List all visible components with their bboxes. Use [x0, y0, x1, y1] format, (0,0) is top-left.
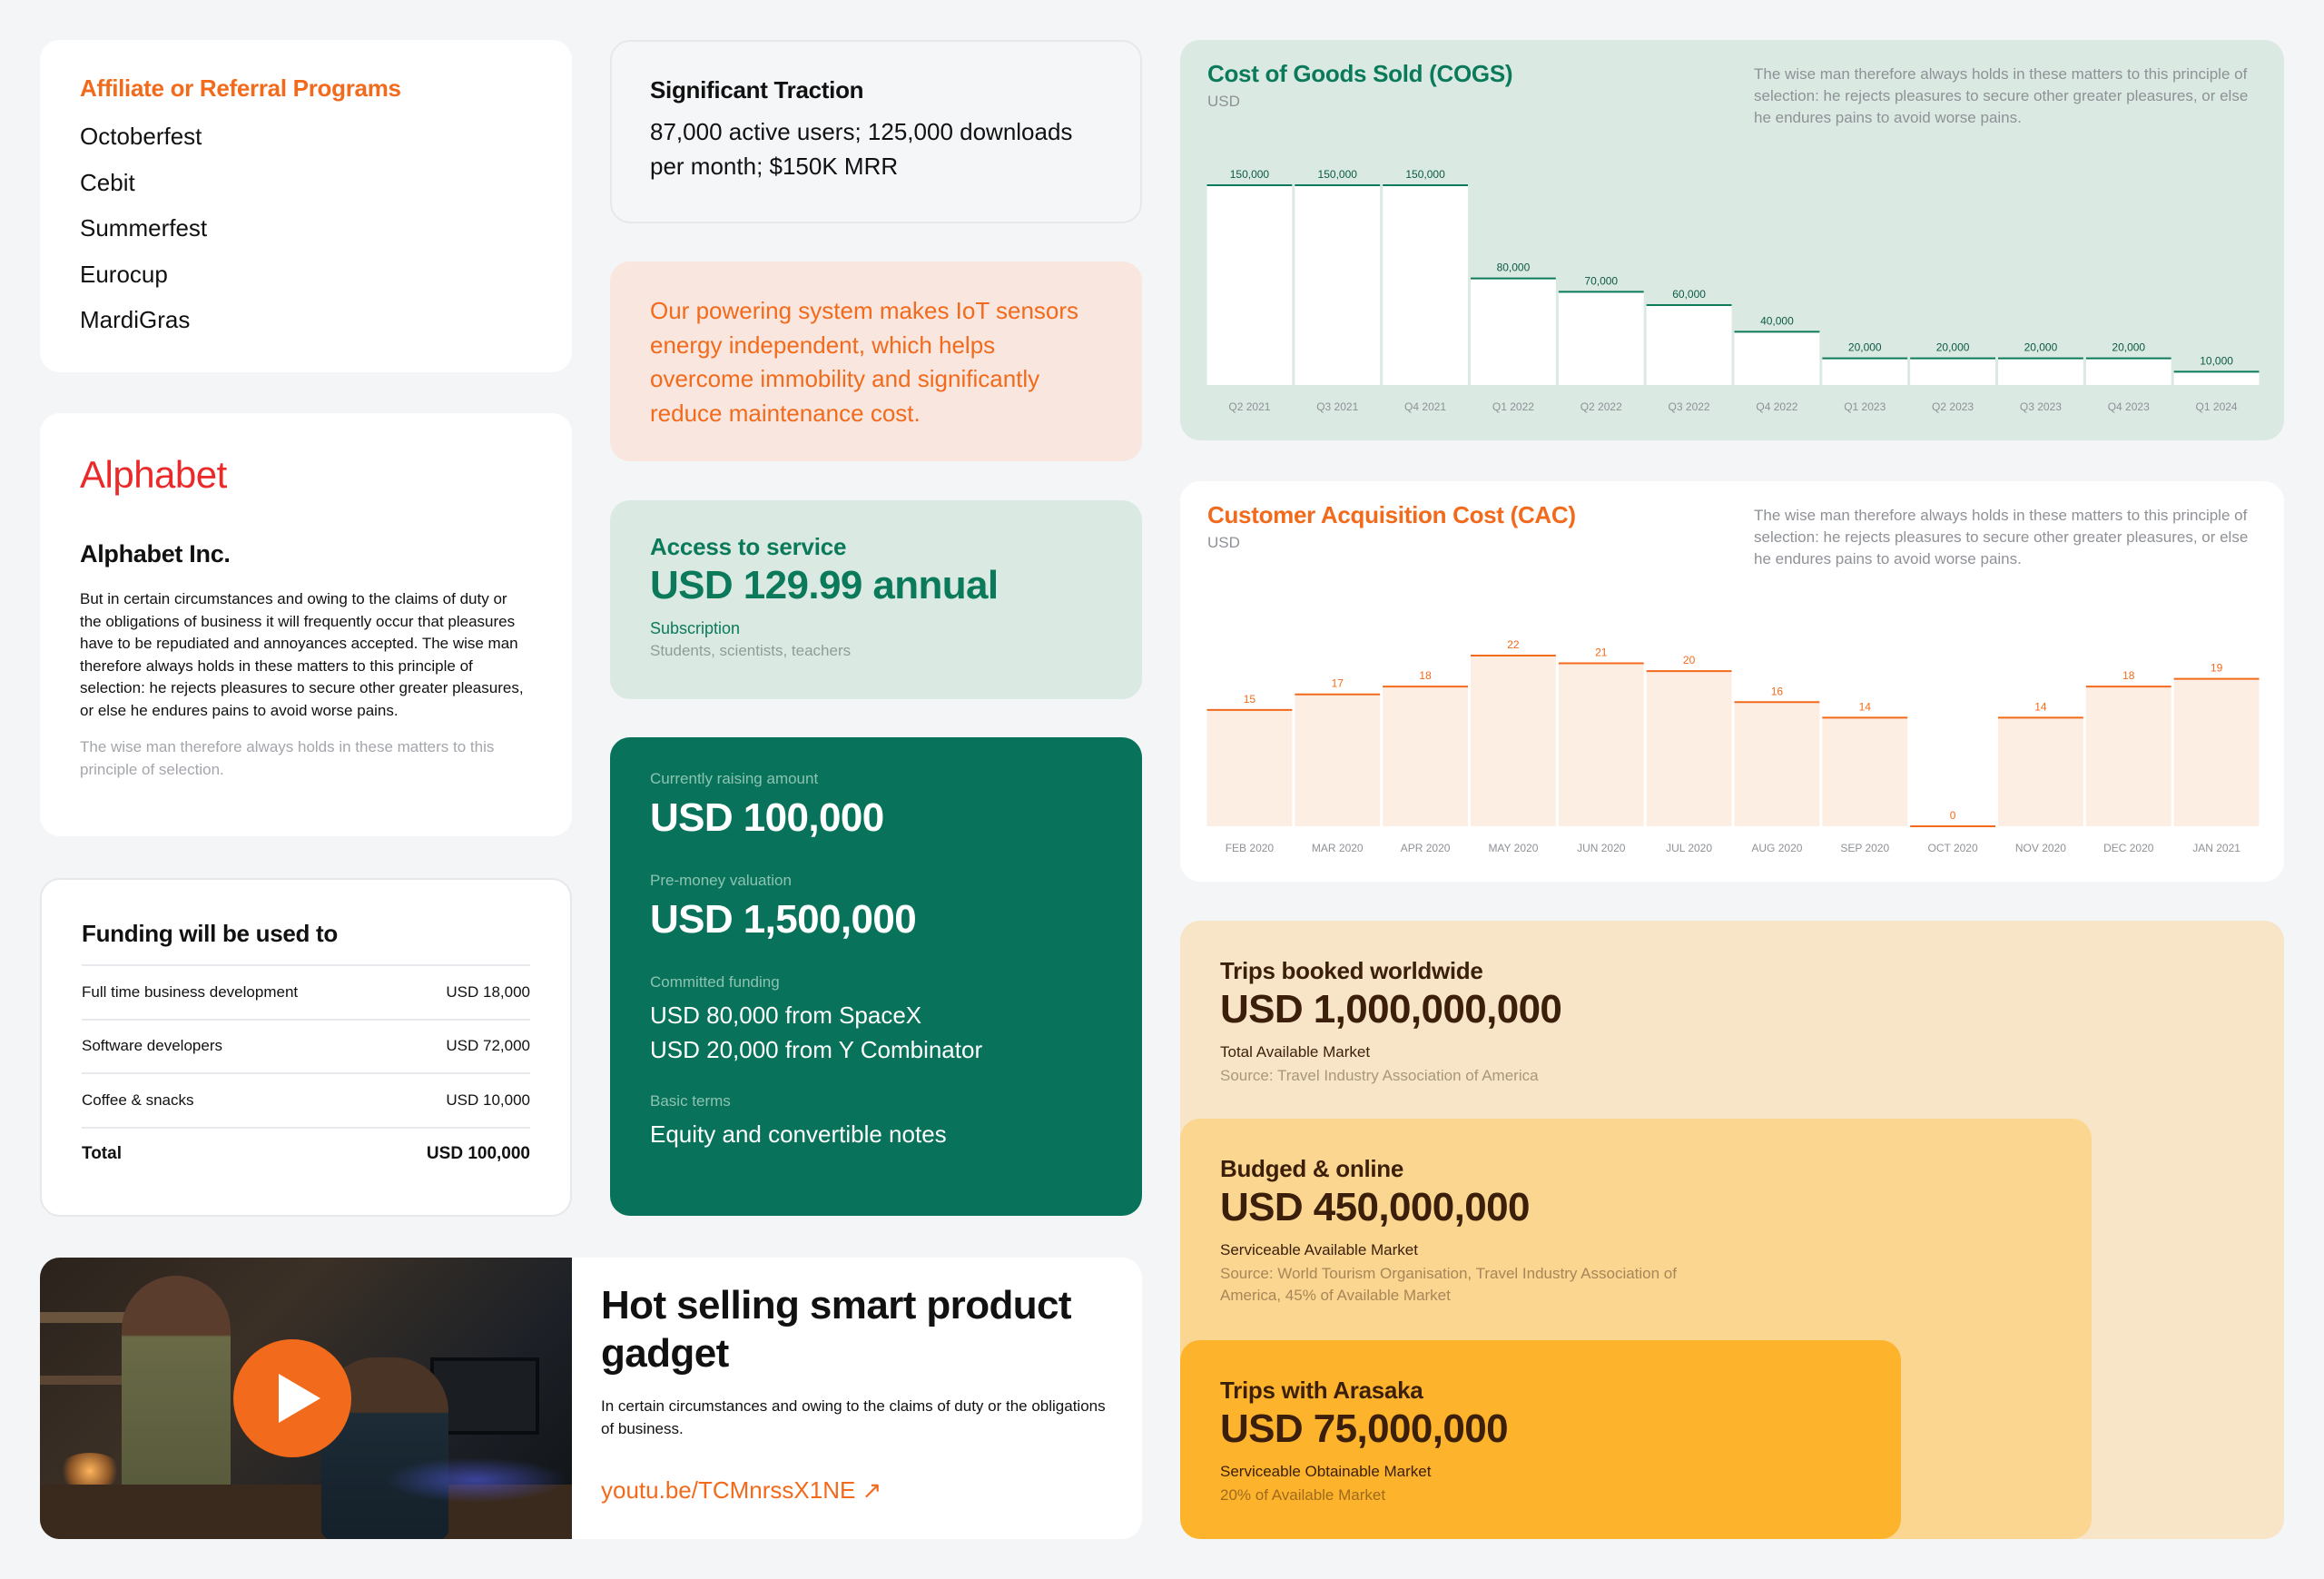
chart-unit: USD: [1207, 534, 1240, 551]
som-subtitle: Serviceable Obtainable Market: [1220, 1463, 1432, 1480]
traction-title: Significant Traction: [650, 76, 864, 104]
chart-category-label: NOV 2020: [2014, 842, 2066, 854]
funding-row-value: USD 72,000: [446, 1037, 530, 1055]
tam-source: Source: Travel Industry Association of America: [1220, 1067, 1539, 1084]
affiliate-heading: Affiliate or Referral Programs: [80, 74, 401, 102]
company-description: But in certain circumstances and owing to the claims of duty or the obligations of business it will frequently occur that pleasures have to be repudiated and annoyances accepted. The wise man therefore always holds in these matters to this principle of selection: he rejects pleasures to secure other greater pleasures, or else he endures pains to avoid worse pains.: [80, 590, 524, 719]
som-source: 20% of Available Market: [1220, 1486, 1386, 1504]
chart-bar: [1559, 291, 1644, 385]
access-subscription: Subscription: [650, 619, 741, 637]
chart-data-label: 18: [1419, 669, 1432, 683]
chart-note: The wise man therefore always holds in these matters to this principle of selection: he rejects pleasures to secure other greater pleasures, or else he endures pains to avoid worse pains.: [1754, 65, 2249, 126]
sam-value: USD 450,000,000: [1220, 1185, 1530, 1229]
affiliate-item: Summerfest: [80, 214, 208, 242]
video-text: [601, 1281, 1118, 1505]
chart-data-label: 17: [1331, 676, 1344, 690]
sam-title: Budged & online: [1220, 1155, 1404, 1182]
chart-data-label: 150,000: [1317, 168, 1357, 181]
chart-category-label: JUN 2020: [1577, 842, 1626, 854]
chart-bar: [2086, 686, 2171, 826]
chart-category-label: Q2 2021: [1228, 400, 1271, 413]
chart-category-label: Q1 2023: [1844, 400, 1886, 413]
thumbnail-lamp: [58, 1453, 122, 1489]
iot-card: [610, 262, 1142, 461]
chart-category-label: APR 2020: [1400, 842, 1451, 854]
valuation-value: USD 1,500,000: [650, 897, 917, 942]
access-audience: Students, scientists, teachers: [650, 642, 852, 659]
chart-bar: [1910, 359, 1995, 385]
chart-data-label: 60,000: [1672, 288, 1706, 301]
chart-bar: [1295, 695, 1380, 826]
affiliate-card: [40, 40, 572, 372]
chart-category-label: Q3 2021: [1316, 400, 1359, 413]
funding-row: [82, 964, 530, 1019]
chart-category-label: JUL 2020: [1666, 842, 1713, 854]
chart-bar: [2086, 359, 2171, 385]
chart-data-label: 40,000: [1760, 314, 1794, 328]
video-card: [40, 1258, 1142, 1539]
committed-label: Committed funding: [650, 973, 780, 991]
chart-data-label: 150,000: [1229, 168, 1270, 181]
affiliate-item: Octoberfest: [80, 123, 202, 150]
cogs-chart-card: [1180, 40, 2284, 440]
funding-row: [82, 1019, 530, 1073]
chart-category-label: Q3 2023: [2019, 400, 2062, 413]
chart-bar: [2174, 371, 2260, 385]
chart-category-label: Q1 2024: [2195, 400, 2238, 413]
som-content: [1220, 1377, 1508, 1506]
chart-category-label: Q4 2023: [2107, 400, 2150, 413]
chart-category-label: OCT 2020: [1927, 842, 1978, 854]
terms-label: Basic terms: [650, 1092, 731, 1110]
chart-data-label: 22: [1507, 638, 1520, 651]
cac-chart: [1180, 481, 2284, 882]
chart-category-label: FEB 2020: [1225, 842, 1275, 854]
chart-bar: [1207, 185, 1293, 385]
som-value: USD 75,000,000: [1220, 1406, 1508, 1451]
company-logo: Alphabet: [80, 453, 227, 496]
tam-title: Trips booked worldwide: [1220, 957, 1483, 984]
chart-data-label: 0: [1949, 809, 1956, 822]
committed-line: USD 20,000 from Y Combinator: [650, 1035, 983, 1063]
chart-unit: USD: [1207, 93, 1240, 110]
valuation-label: Pre-money valuation: [650, 872, 792, 889]
chart-data-label: 16: [1770, 685, 1784, 698]
sam-subtitle: Serviceable Available Market: [1220, 1241, 1418, 1258]
cac-chart-card: [1180, 481, 2284, 882]
raising-label: Currently raising amount: [650, 770, 819, 787]
som-block: [1180, 1340, 1901, 1539]
thumbnail-person: [122, 1276, 231, 1512]
tam-value: USD 1,000,000,000: [1220, 987, 1562, 1031]
funding-row-label: Full time business development: [82, 982, 299, 1001]
chart-bar: [1735, 702, 1820, 826]
committed-value: [650, 999, 1102, 1067]
chart-bar: [1207, 710, 1293, 826]
chart-data-label: 20,000: [2112, 340, 2146, 354]
chart-bar: [1383, 686, 1468, 826]
play-icon[interactable]: [233, 1339, 351, 1457]
chart-bar: [1559, 664, 1644, 826]
chart-data-label: 21: [1595, 646, 1608, 659]
chart-bar: [1471, 279, 1556, 385]
raising-value: USD 100,000: [650, 795, 884, 840]
chart-data-label: 15: [1243, 692, 1256, 706]
video-thumbnail[interactable]: [40, 1258, 572, 1539]
funding-total-value: USD 100,000: [426, 1144, 530, 1164]
chart-note: The wise man therefore always holds in these matters to this principle of selection: he rejects pleasures to secure other greater pleasures, or else he endures pains to avoid worse pains.: [1754, 507, 2249, 567]
chart-data-label: 70,000: [1584, 274, 1619, 288]
chart-category-label: MAY 2020: [1488, 842, 1539, 854]
company-card: [40, 413, 572, 836]
funding-total-label: Total: [82, 1144, 122, 1164]
chart-data-label: 20,000: [1847, 340, 1882, 354]
chart-data-label: 14: [2034, 700, 2047, 714]
sam-content: [1220, 1155, 1728, 1307]
chart-category-label: MAR 2020: [1311, 842, 1364, 854]
affiliate-item: Cebit: [80, 168, 135, 196]
chart-data-label: 20,000: [2024, 340, 2058, 354]
tam-block: [1220, 957, 1561, 1087]
market-size-card: [1180, 921, 2284, 1539]
affiliate-item: MardiGras: [80, 306, 191, 333]
chart-bar: [1647, 305, 1732, 385]
funding-total-row: [82, 1127, 530, 1181]
video-title: Hot selling smart product gadget: [601, 1283, 1071, 1376]
chart-data-label: 20,000: [1935, 340, 1970, 354]
chart-category-label: DEC 2020: [2103, 842, 2154, 854]
som-title: Trips with Arasaka: [1220, 1377, 1423, 1404]
chart-data-label: 19: [2210, 661, 2223, 675]
chart-bar: [1383, 185, 1468, 385]
chart-category-label: Q4 2022: [1756, 400, 1798, 413]
cogs-chart: [1180, 40, 2284, 440]
chart-bar: [1998, 359, 2083, 385]
funding-card: [40, 878, 572, 1217]
company-note: The wise man therefore always holds in these matters to this principle of selection.: [80, 738, 495, 778]
chart-bar: [1295, 185, 1380, 385]
iot-text: Our powering system makes IoT sensors energy independent, which helps overcome immobility and significantly reduce maintenance cost.: [650, 297, 1079, 427]
chart-bar: [1998, 717, 2083, 826]
chart-bar: [2174, 679, 2260, 826]
funding-row-value: USD 18,000: [446, 982, 530, 1001]
chart-title: Customer Acquisition Cost (CAC): [1207, 501, 1576, 528]
access-label: Access to service: [650, 533, 847, 560]
raising-card: [610, 737, 1142, 1216]
chart-title: Cost of Goods Sold (COGS): [1207, 60, 1513, 87]
traction-text: 87,000 active users; 125,000 downloads per month; $150K MRR: [650, 118, 1073, 180]
video-description: In certain circumstances and owing to the claims of duty or the obligations of business.: [601, 1397, 1106, 1437]
chart-category-label: SEP 2020: [1840, 842, 1890, 854]
company-name: Alphabet Inc.: [80, 540, 231, 567]
chart-data-label: 80,000: [1496, 261, 1531, 274]
chart-bar: [1822, 359, 1907, 385]
funding-row-value: USD 10,000: [446, 1090, 530, 1109]
chart-category-label: Q1 2022: [1492, 400, 1534, 413]
chart-category-label: Q2 2022: [1580, 400, 1622, 413]
video-link[interactable]: youtu.be/TCMnrssX1NE ↗: [601, 1476, 882, 1504]
chart-data-label: 10,000: [2200, 354, 2233, 368]
thumbnail-glow: [385, 1457, 566, 1503]
access-price: USD 129.99 annual: [650, 563, 999, 607]
funding-row-label: Software developers: [82, 1037, 222, 1055]
funding-title: Funding will be used to: [82, 920, 338, 947]
committed-line: USD 80,000 from SpaceX: [650, 1002, 922, 1029]
affiliate-item: Eurocup: [80, 260, 168, 288]
chart-bar: [1735, 331, 1820, 385]
funding-row-label: Coffee & snacks: [82, 1090, 194, 1109]
chart-bar: [1471, 656, 1556, 826]
traction-card: [610, 40, 1142, 223]
chart-bar: [1822, 717, 1907, 826]
tam-subtitle: Total Available Market: [1220, 1043, 1371, 1061]
chart-data-label: 14: [1858, 700, 1871, 714]
sam-source: Source: World Tourism Organisation, Travel Industry Association of America, 45% of Available Market: [1220, 1265, 1677, 1304]
terms-value: Equity and convertible notes: [650, 1120, 947, 1148]
chart-category-label: AUG 2020: [1751, 842, 1803, 854]
chart-category-label: Q2 2023: [1932, 400, 1974, 413]
access-card: [610, 500, 1142, 699]
chart-category-label: Q4 2021: [1404, 400, 1447, 413]
chart-category-label: JAN 2021: [2192, 842, 2240, 854]
chart-data-label: 20: [1682, 654, 1696, 667]
chart-data-label: 18: [2122, 669, 2135, 683]
funding-row: [82, 1072, 530, 1127]
chart-bar: [1647, 671, 1732, 826]
chart-category-label: Q3 2022: [1668, 400, 1710, 413]
chart-data-label: 150,000: [1405, 168, 1445, 181]
